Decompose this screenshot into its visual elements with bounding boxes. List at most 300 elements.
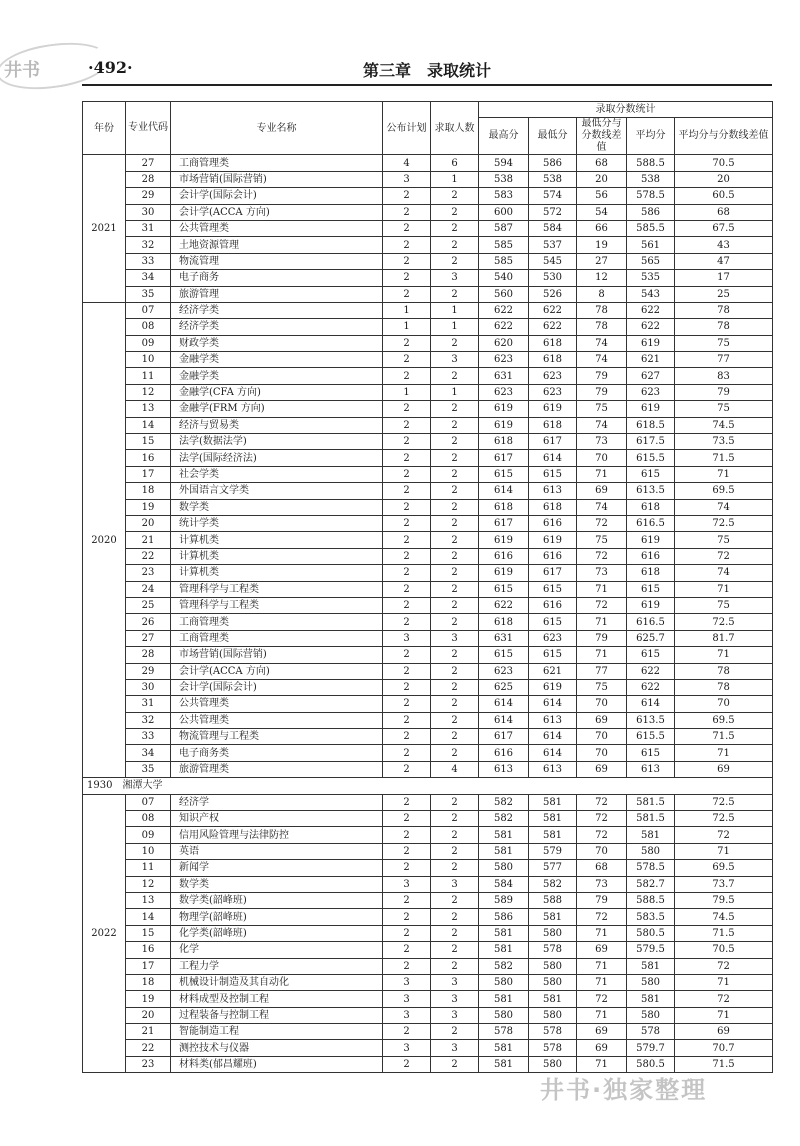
min-cell: 537 [529, 237, 577, 253]
max-cell: 581 [479, 827, 529, 843]
plan-cell: 2 [383, 614, 431, 630]
min-cell: 621 [529, 663, 577, 679]
plan-cell: 2 [383, 860, 431, 876]
admitted-cell: 2 [431, 925, 479, 941]
table-row [83, 532, 773, 548]
max-cell: 622 [479, 302, 529, 318]
min-cell: 616 [529, 548, 577, 564]
avg-cell: 614 [627, 696, 675, 712]
max-cell: 560 [479, 286, 529, 302]
max-cell: 540 [479, 270, 529, 286]
max-cell: 581 [479, 925, 529, 941]
min-cell: 623 [529, 630, 577, 646]
min-diff-cell: 78 [577, 302, 627, 318]
avg-cell: 622 [627, 679, 675, 695]
admitted-cell: 2 [431, 729, 479, 745]
name-cell: 工商管理类 [171, 614, 383, 630]
max-cell: 582 [479, 794, 529, 810]
name-cell: 数学类(韶峰班) [171, 892, 383, 908]
max-cell: 589 [479, 892, 529, 908]
table-row [83, 270, 773, 286]
plan-cell: 3 [383, 1007, 431, 1023]
min-cell: 614 [529, 450, 577, 466]
admitted-cell: 2 [431, 811, 479, 827]
min-diff-cell: 68 [577, 860, 627, 876]
name-cell: 新闻学 [171, 860, 383, 876]
min-diff-cell: 72 [577, 909, 627, 925]
admitted-cell: 2 [431, 220, 479, 236]
name-cell: 计算机类 [171, 532, 383, 548]
max-cell: 613 [479, 761, 529, 777]
admitted-cell: 2 [431, 1056, 479, 1072]
avg-cell: 613.5 [627, 483, 675, 499]
table-row [83, 155, 773, 171]
avg-cell: 618.5 [627, 417, 675, 433]
avg-cell: 535 [627, 270, 675, 286]
plan-cell: 2 [383, 1056, 431, 1072]
name-cell: 会计学(ACCA 方向) [171, 204, 383, 220]
avg-diff-cell: 74.5 [675, 417, 773, 433]
code-cell: 32 [126, 237, 171, 253]
table-row [83, 450, 773, 466]
code-cell: 33 [126, 729, 171, 745]
admission-stats-table [82, 101, 773, 1073]
name-cell: 材料成型及控制工程 [171, 991, 383, 1007]
avg-diff-cell: 75 [675, 401, 773, 417]
avg-diff-cell: 71 [675, 647, 773, 663]
table-row [83, 991, 773, 1007]
name-cell: 化学 [171, 942, 383, 958]
plan-cell: 2 [383, 663, 431, 679]
min-diff-cell: 72 [577, 991, 627, 1007]
plan-cell: 2 [383, 434, 431, 450]
avg-cell: 579.7 [627, 1040, 675, 1056]
min-cell: 581 [529, 811, 577, 827]
col-plan: 公布计划 [383, 102, 431, 155]
admitted-cell: 2 [431, 548, 479, 564]
min-cell: 530 [529, 270, 577, 286]
max-cell: 580 [479, 860, 529, 876]
page-header [82, 52, 772, 82]
avg-diff-cell: 47 [675, 253, 773, 269]
admitted-cell: 2 [431, 696, 479, 712]
admitted-cell: 1 [431, 319, 479, 335]
code-cell: 35 [126, 286, 171, 302]
avg-diff-cell: 68 [675, 204, 773, 220]
admitted-cell: 1 [431, 302, 479, 318]
avg-diff-cell: 70 [675, 696, 773, 712]
min-cell: 614 [529, 696, 577, 712]
table-row [83, 253, 773, 269]
avg-diff-cell: 72.5 [675, 794, 773, 810]
code-cell: 08 [126, 319, 171, 335]
year-cell: 2021 [83, 155, 126, 303]
avg-diff-cell: 69.5 [675, 860, 773, 876]
name-cell: 法学(国际经济法) [171, 450, 383, 466]
code-cell: 33 [126, 253, 171, 269]
plan-cell: 2 [383, 892, 431, 908]
table-row [83, 1007, 773, 1023]
min-diff-cell: 27 [577, 253, 627, 269]
min-diff-cell: 79 [577, 384, 627, 400]
min-diff-cell: 77 [577, 663, 627, 679]
min-cell: 581 [529, 991, 577, 1007]
avg-diff-cell: 71.5 [675, 450, 773, 466]
min-cell: 618 [529, 499, 577, 515]
code-cell: 29 [126, 188, 171, 204]
table-row [83, 843, 773, 859]
page-number: ·492· [88, 58, 133, 77]
admitted-cell: 2 [431, 565, 479, 581]
table-row [83, 679, 773, 695]
plan-cell: 3 [383, 630, 431, 646]
avg-diff-cell: 74 [675, 499, 773, 515]
name-cell: 金融学类 [171, 368, 383, 384]
table-row [83, 712, 773, 728]
min-diff-cell: 71 [577, 1007, 627, 1023]
plan-cell: 2 [383, 417, 431, 433]
code-cell: 15 [126, 925, 171, 941]
avg-diff-cell: 43 [675, 237, 773, 253]
min-cell: 578 [529, 1040, 577, 1056]
max-cell: 580 [479, 1007, 529, 1023]
avg-cell: 583.5 [627, 909, 675, 925]
max-cell: 615 [479, 466, 529, 482]
min-diff-cell: 69 [577, 483, 627, 499]
admitted-cell: 2 [431, 499, 479, 515]
code-cell: 20 [126, 1007, 171, 1023]
table-row [83, 696, 773, 712]
admitted-cell: 2 [431, 614, 479, 630]
table-row [83, 434, 773, 450]
code-cell: 21 [126, 532, 171, 548]
name-cell: 英语 [171, 843, 383, 859]
code-cell: 13 [126, 401, 171, 417]
avg-cell: 622 [627, 302, 675, 318]
col-admitted: 求取人数 [431, 102, 479, 155]
code-cell: 22 [126, 1040, 171, 1056]
code-cell: 34 [126, 745, 171, 761]
min-diff-cell: 69 [577, 1040, 627, 1056]
max-cell: 581 [479, 942, 529, 958]
table-row [83, 401, 773, 417]
min-cell: 619 [529, 532, 577, 548]
min-diff-cell: 79 [577, 368, 627, 384]
table-row [83, 319, 773, 335]
table-row [83, 335, 773, 351]
plan-cell: 3 [383, 1040, 431, 1056]
avg-diff-cell: 75 [675, 597, 773, 613]
plan-cell: 2 [383, 515, 431, 531]
min-cell: 616 [529, 515, 577, 531]
code-cell: 18 [126, 483, 171, 499]
avg-cell: 616 [627, 548, 675, 564]
min-diff-cell: 70 [577, 745, 627, 761]
name-cell: 经济学类 [171, 302, 383, 318]
plan-cell: 2 [383, 827, 431, 843]
admitted-cell: 2 [431, 417, 479, 433]
code-cell: 13 [126, 892, 171, 908]
plan-cell: 2 [383, 729, 431, 745]
table-row [83, 188, 773, 204]
plan-cell: 2 [383, 843, 431, 859]
table-row [83, 663, 773, 679]
name-cell: 经济与贸易类 [171, 417, 383, 433]
admitted-cell: 3 [431, 630, 479, 646]
name-cell: 外国语言文学类 [171, 483, 383, 499]
table-row [83, 876, 773, 892]
avg-diff-cell: 70.5 [675, 155, 773, 171]
table-row [83, 614, 773, 630]
min-cell: 526 [529, 286, 577, 302]
plan-cell: 3 [383, 991, 431, 1007]
min-diff-cell: 56 [577, 188, 627, 204]
admitted-cell: 2 [431, 515, 479, 531]
min-cell: 619 [529, 401, 577, 417]
plan-cell: 2 [383, 958, 431, 974]
avg-cell: 622 [627, 319, 675, 335]
min-cell: 613 [529, 761, 577, 777]
avg-diff-cell: 78 [675, 319, 773, 335]
min-diff-cell: 79 [577, 630, 627, 646]
min-cell: 580 [529, 1056, 577, 1072]
name-cell: 经济学 [171, 794, 383, 810]
avg-cell: 578 [627, 1024, 675, 1040]
code-cell: 21 [126, 1024, 171, 1040]
admitted-cell: 2 [431, 942, 479, 958]
table-row [83, 499, 773, 515]
name-cell: 金融学(CFA 方向) [171, 384, 383, 400]
plan-cell: 2 [383, 204, 431, 220]
admitted-cell: 2 [431, 827, 479, 843]
min-diff-cell: 72 [577, 827, 627, 843]
name-cell: 物理学(韶峰班) [171, 909, 383, 925]
table-row [83, 220, 773, 236]
min-cell: 545 [529, 253, 577, 269]
name-cell: 会计学(国际会计) [171, 679, 383, 695]
max-cell: 622 [479, 319, 529, 335]
min-diff-cell: 71 [577, 581, 627, 597]
min-cell: 623 [529, 368, 577, 384]
table-row [83, 483, 773, 499]
code-cell: 16 [126, 942, 171, 958]
min-diff-cell: 74 [577, 335, 627, 351]
max-cell: 616 [479, 548, 529, 564]
year-cell: 2020 [83, 302, 126, 777]
avg-cell: 618 [627, 565, 675, 581]
plan-cell: 3 [383, 974, 431, 990]
name-cell: 工程力学 [171, 958, 383, 974]
min-cell: 615 [529, 466, 577, 482]
min-cell: 584 [529, 220, 577, 236]
table-row [83, 204, 773, 220]
admitted-cell: 3 [431, 974, 479, 990]
code-cell: 17 [126, 466, 171, 482]
avg-cell: 581 [627, 827, 675, 843]
min-diff-cell: 70 [577, 450, 627, 466]
admitted-cell: 2 [431, 581, 479, 597]
admitted-cell: 2 [431, 434, 479, 450]
min-diff-cell: 75 [577, 401, 627, 417]
min-diff-cell: 72 [577, 548, 627, 564]
plan-cell: 3 [383, 876, 431, 892]
col-max: 最高分 [479, 118, 529, 155]
plan-cell: 2 [383, 581, 431, 597]
admitted-cell: 2 [431, 401, 479, 417]
name-cell: 过程装备与控制工程 [171, 1007, 383, 1023]
max-cell: 581 [479, 1056, 529, 1072]
min-cell: 614 [529, 745, 577, 761]
plan-cell: 2 [383, 712, 431, 728]
code-cell: 23 [126, 1056, 171, 1072]
plan-cell: 2 [383, 925, 431, 941]
avg-diff-cell: 78 [675, 302, 773, 318]
admitted-cell: 2 [431, 892, 479, 908]
avg-diff-cell: 73.5 [675, 434, 773, 450]
avg-cell: 618 [627, 499, 675, 515]
avg-cell: 538 [627, 171, 675, 187]
table-row [83, 368, 773, 384]
min-diff-cell: 75 [577, 679, 627, 695]
max-cell: 615 [479, 647, 529, 663]
plan-cell: 1 [383, 319, 431, 335]
name-cell: 法学(数据法学) [171, 434, 383, 450]
min-cell: 619 [529, 679, 577, 695]
min-diff-cell: 75 [577, 532, 627, 548]
avg-diff-cell: 20 [675, 171, 773, 187]
min-diff-cell: 54 [577, 204, 627, 220]
avg-diff-cell: 69 [675, 761, 773, 777]
code-cell: 19 [126, 499, 171, 515]
min-diff-cell: 71 [577, 1056, 627, 1072]
name-cell: 电子商务 [171, 270, 383, 286]
code-cell: 30 [126, 679, 171, 695]
avg-diff-cell: 70.5 [675, 942, 773, 958]
name-cell: 测控技术与仪器 [171, 1040, 383, 1056]
min-diff-cell: 69 [577, 712, 627, 728]
col-name: 专业名称 [171, 102, 383, 155]
name-cell: 数学类 [171, 499, 383, 515]
code-cell: 09 [126, 335, 171, 351]
min-cell: 616 [529, 597, 577, 613]
admitted-cell: 3 [431, 1007, 479, 1023]
table-row [83, 925, 773, 941]
admitted-cell: 2 [431, 253, 479, 269]
admitted-cell: 2 [431, 1024, 479, 1040]
code-cell: 14 [126, 909, 171, 925]
admitted-cell: 6 [431, 155, 479, 171]
min-diff-cell: 71 [577, 958, 627, 974]
table-row [83, 729, 773, 745]
name-cell: 信用风险管理与法律防控 [171, 827, 383, 843]
admitted-cell: 2 [431, 532, 479, 548]
table-row [83, 286, 773, 302]
code-cell: 27 [126, 630, 171, 646]
avg-diff-cell: 75 [675, 532, 773, 548]
max-cell: 620 [479, 335, 529, 351]
min-diff-cell: 73 [577, 434, 627, 450]
plan-cell: 2 [383, 565, 431, 581]
max-cell: 600 [479, 204, 529, 220]
avg-cell: 581 [627, 958, 675, 974]
plan-cell: 2 [383, 647, 431, 663]
max-cell: 614 [479, 712, 529, 728]
avg-diff-cell: 72 [675, 958, 773, 974]
table-row [83, 892, 773, 908]
table-row [83, 942, 773, 958]
table-row [83, 1024, 773, 1040]
avg-cell: 580 [627, 1007, 675, 1023]
avg-cell: 615 [627, 581, 675, 597]
name-cell: 市场营销(国际营销) [171, 171, 383, 187]
code-cell: 30 [126, 204, 171, 220]
plan-cell: 2 [383, 745, 431, 761]
admitted-cell: 3 [431, 352, 479, 368]
admitted-cell: 2 [431, 368, 479, 384]
avg-diff-cell: 72.5 [675, 811, 773, 827]
code-cell: 12 [126, 384, 171, 400]
min-diff-cell: 8 [577, 286, 627, 302]
admitted-cell: 3 [431, 876, 479, 892]
table-row [83, 811, 773, 827]
name-cell: 公共管理类 [171, 220, 383, 236]
code-cell: 32 [126, 712, 171, 728]
avg-cell: 616.5 [627, 515, 675, 531]
table-row [83, 1040, 773, 1056]
name-cell: 材料类(郁昌耀班) [171, 1056, 383, 1072]
min-cell: 613 [529, 712, 577, 728]
avg-cell: 619 [627, 335, 675, 351]
table-row [83, 565, 773, 581]
min-cell: 613 [529, 483, 577, 499]
avg-diff-cell: 25 [675, 286, 773, 302]
min-diff-cell: 72 [577, 794, 627, 810]
avg-diff-cell: 71.5 [675, 729, 773, 745]
avg-diff-cell: 71 [675, 974, 773, 990]
avg-cell: 580 [627, 843, 675, 859]
min-diff-cell: 73 [577, 876, 627, 892]
avg-cell: 615.5 [627, 450, 675, 466]
name-cell: 计算机类 [171, 548, 383, 564]
min-diff-cell: 72 [577, 515, 627, 531]
admitted-cell: 2 [431, 712, 479, 728]
section-row [83, 778, 773, 794]
code-cell: 12 [126, 876, 171, 892]
max-cell: 581 [479, 843, 529, 859]
plan-cell: 2 [383, 401, 431, 417]
admitted-cell: 2 [431, 663, 479, 679]
name-cell: 知识产权 [171, 811, 383, 827]
min-cell: 580 [529, 925, 577, 941]
max-cell: 581 [479, 991, 529, 1007]
table-row [83, 548, 773, 564]
col-year: 年份 [83, 102, 126, 155]
min-diff-cell: 78 [577, 319, 627, 335]
name-cell: 智能制造工程 [171, 1024, 383, 1040]
avg-diff-cell: 71.5 [675, 1056, 773, 1072]
name-cell: 财政学类 [171, 335, 383, 351]
avg-diff-cell: 74 [675, 565, 773, 581]
name-cell: 市场营销(国际营销) [171, 647, 383, 663]
col-min-diff: 最低分与分数线差值 [577, 118, 627, 155]
min-cell: 574 [529, 188, 577, 204]
code-cell: 08 [126, 811, 171, 827]
footer-watermark: 井书·独家整理 [540, 1076, 708, 1104]
max-cell: 582 [479, 958, 529, 974]
max-cell: 580 [479, 974, 529, 990]
plan-cell: 2 [383, 679, 431, 695]
avg-cell: 615 [627, 745, 675, 761]
